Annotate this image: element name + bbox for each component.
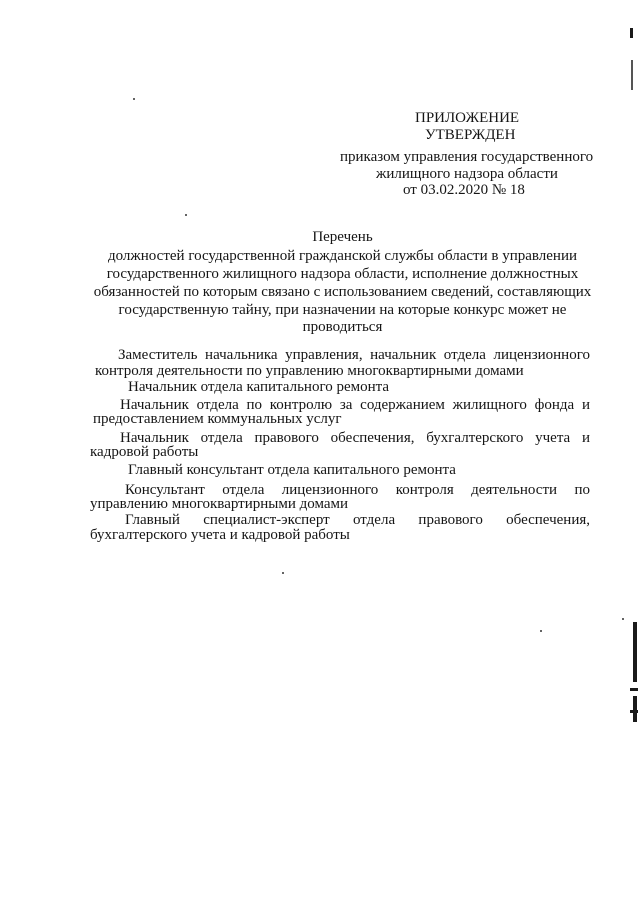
scan-artifact: [633, 696, 637, 722]
scan-speck: [133, 98, 135, 100]
title-heading: Перечень: [312, 229, 373, 245]
scan-artifact: [631, 60, 633, 90]
position-line: Консультант отдела лицензионного контроля деятельности по: [125, 482, 590, 498]
position-line: контроля деятельности по управлению многоквартирными домами: [95, 363, 524, 379]
approval-date-number: от 03.02.2020 № 18: [403, 182, 525, 198]
approved-label: УТВЕРЖДЕН: [425, 127, 516, 143]
title-line: проводиться: [302, 319, 383, 335]
title-line: обязанностей по которым связано с использованием сведений, составляющих: [93, 284, 592, 300]
scan-speck: [540, 630, 542, 632]
position-line: Начальник отдела правового обеспечения, бухгалтерского учета и: [120, 430, 590, 446]
position-line: бухгалтерского учета и кадровой работы: [90, 527, 350, 543]
position-line: кадровой работы: [90, 444, 199, 460]
scan-speck: [282, 572, 284, 574]
position-line: Главный специалист-эксперт отдела правового обеспечения,: [125, 512, 590, 528]
title-line: государственную тайну, при назначении на которые конкурс может не: [118, 302, 567, 318]
title-line: должностей государственной гражданской службы области в управлении: [107, 248, 578, 264]
scan-artifact: [630, 688, 638, 691]
position-line: предоставлением коммунальных услуг: [93, 411, 342, 427]
annex-label: ПРИЛОЖЕНИЕ: [415, 110, 520, 126]
position-line: Начальник отдела капитального ремонта: [128, 379, 390, 395]
scan-artifact: [630, 710, 638, 713]
position-line: Начальник отдела по контролю за содержанием жилищного фонда и: [120, 397, 590, 413]
position-line: Главный консультант отдела капитального ремонта: [128, 462, 456, 478]
position-line: управлению многоквартирными домами: [90, 496, 349, 512]
approval-order-line: приказом управления государственного: [340, 149, 594, 165]
scan-speck: [622, 618, 624, 620]
approval-authority-line: жилищного надзора области: [376, 166, 558, 182]
scan-speck: [185, 214, 187, 216]
scan-artifact: [630, 28, 633, 38]
scan-artifact: [633, 622, 637, 682]
title-line: государственного жилищного надзора области, исполнение должностных: [106, 266, 579, 282]
position-line: Заместитель начальника управления, начальник отдела лицензионного: [118, 347, 590, 363]
